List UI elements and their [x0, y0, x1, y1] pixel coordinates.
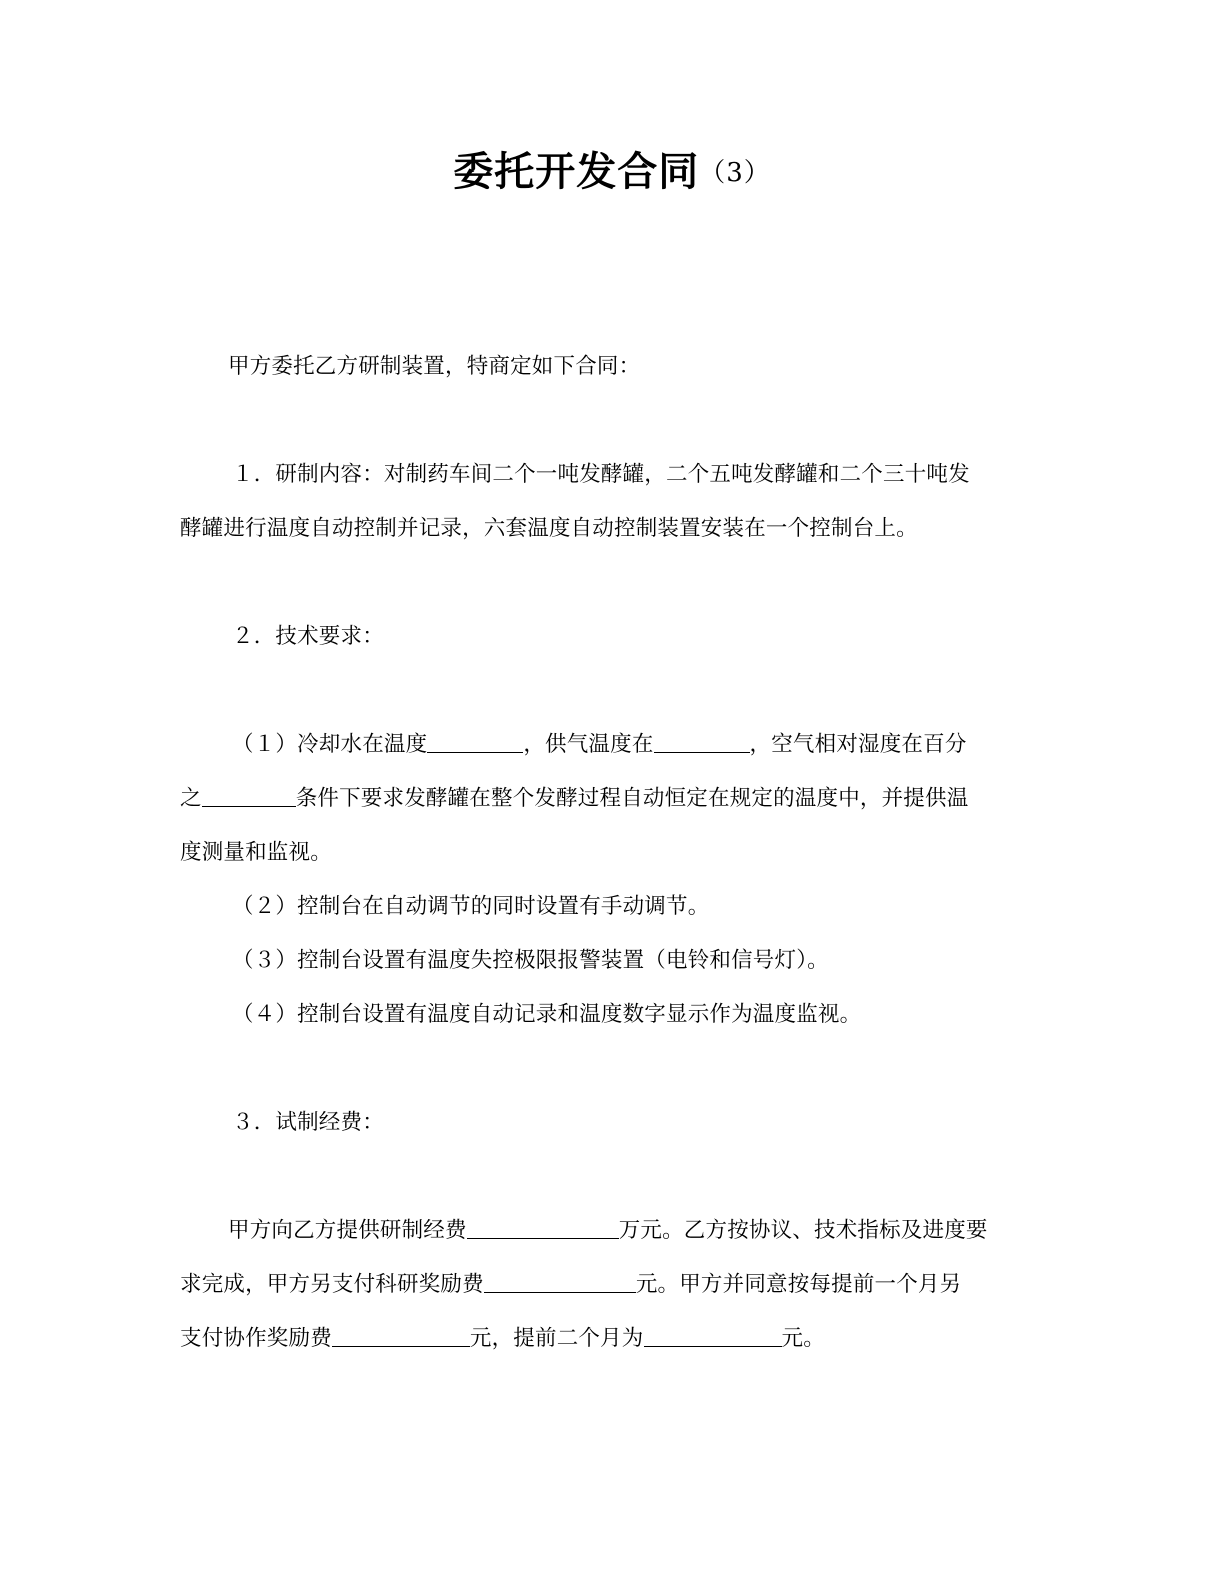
section3-heading: ３．试制经费：	[232, 1110, 384, 1135]
section2-item1-line1	[232, 730, 1092, 760]
section1-line1: １．研制内容：对制药车间二个一吨发酵罐，二个五吨发酵罐和二个三十吨发	[232, 462, 970, 487]
blank-field-humidity	[202, 788, 296, 807]
text: 之	[180, 786, 202, 811]
intro-paragraph: 甲方委托乙方研制装置，特商定如下合同：	[228, 354, 641, 379]
text: 求完成，甲方另支付科研奖励费	[180, 1272, 484, 1297]
text: 甲方向乙方提供研制经费	[228, 1218, 467, 1243]
text: 元。	[781, 1326, 825, 1351]
text: 万元。乙方按协议、技术指标及进度要	[618, 1218, 988, 1243]
blank-field-cooling-water-temp	[427, 734, 523, 753]
text: 条件下要求发酵罐在整个发酵过程自动恒定在规定的温度中，并提供温	[295, 786, 969, 811]
blank-field-research-funding	[467, 1220, 619, 1239]
section1-line2: 酵罐进行温度自动控制并记录，六套温度自动控制装置安装在一个控制台上。	[180, 516, 918, 541]
text: （１）冷却水在温度	[232, 732, 428, 757]
document-title	[0, 140, 1224, 205]
text: ，空气相对湿度在百分	[749, 732, 967, 757]
text: 元，提前二个月为	[469, 1326, 644, 1351]
blank-field-supply-air-temp	[654, 734, 750, 753]
blank-field-research-bonus	[484, 1274, 636, 1293]
text: 元。甲方并同意按每提前一个月另	[635, 1272, 962, 1297]
section2-item4: （４）控制台设置有温度自动记录和温度数字显示作为温度监视。	[232, 1002, 862, 1027]
section2-item1-line3: 度测量和监视。	[180, 840, 332, 865]
section3-para-line1	[228, 1216, 1088, 1246]
section2-item3: （３）控制台设置有温度失控极限报警装置（电铃和信号灯）。	[232, 948, 829, 973]
text: 支付协作奖励费	[180, 1326, 332, 1351]
title-text: 委托开发合同	[453, 149, 700, 195]
section3-para-line2	[180, 1270, 1040, 1300]
section3-para-line3	[180, 1324, 1040, 1354]
section2-heading: ２．技术要求：	[232, 624, 384, 649]
title-suffix: （3）	[699, 158, 771, 188]
blank-field-cooperation-bonus-1month	[332, 1328, 470, 1347]
section2-item2: （２）控制台在自动调节的同时设置有手动调节。	[232, 894, 710, 919]
blank-field-cooperation-bonus-2months	[644, 1328, 782, 1347]
section2-item1-line2	[180, 784, 1040, 814]
text: ，供气温度在	[523, 732, 654, 757]
